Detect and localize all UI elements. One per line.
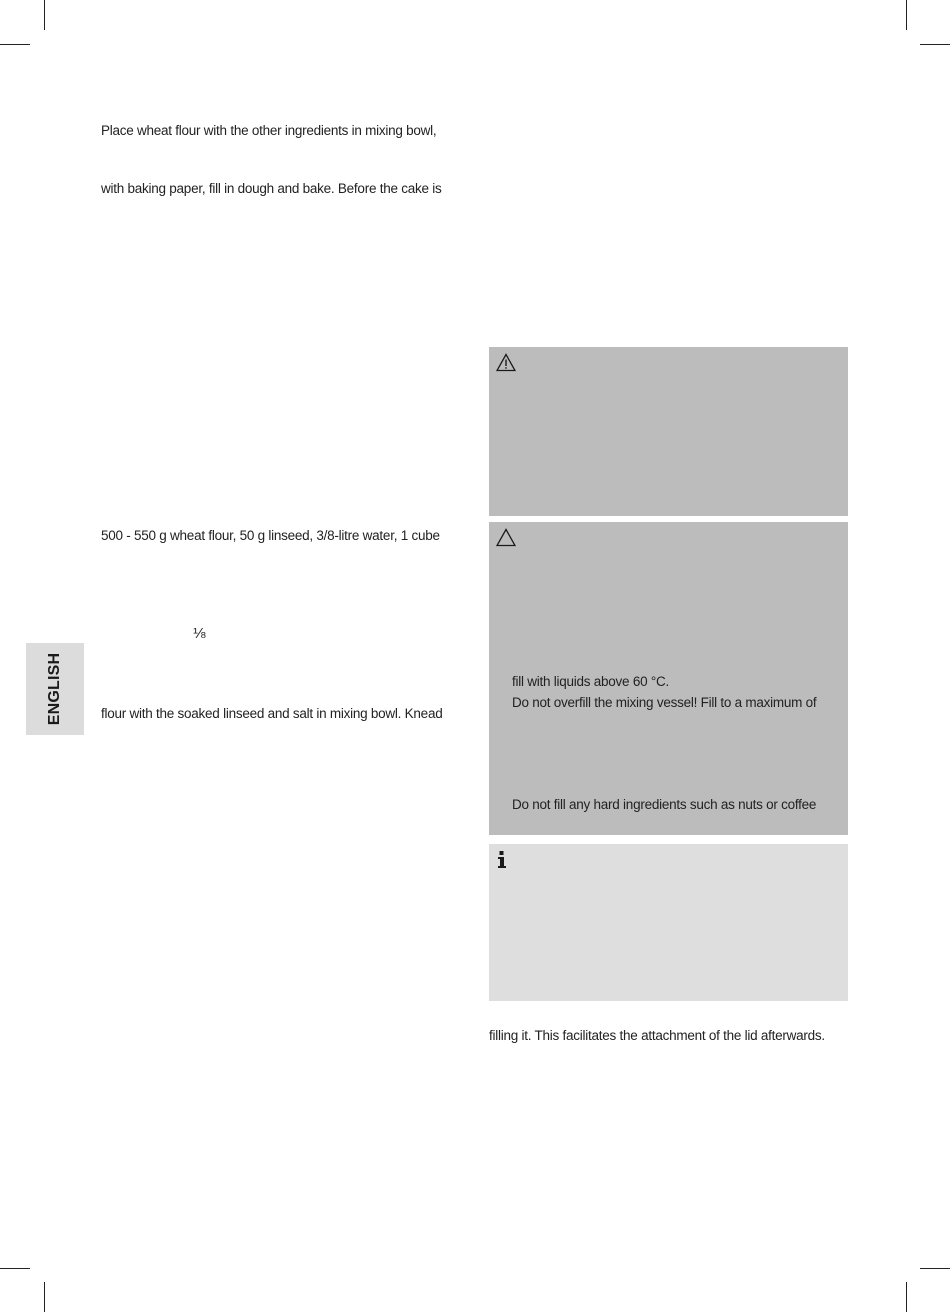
crop-mark-top-left-vertical [44,0,45,30]
caution-text-line: fill with liquids above 60 °C. [512,674,669,689]
crop-mark-bottom-left-horizontal [0,1268,30,1269]
instruction-text-line: filling it. This facilitates the attachment of the lid afterwards. [489,1028,825,1043]
recipe-text-line: Place wheat flour with the other ingredients in mixing bowl, [101,123,437,138]
recipe-text-line: with baking paper, fill in dough and bake. Before the cake is [101,181,442,196]
info-box [489,844,848,1001]
language-tab-label: ENGLISH [46,652,63,726]
fraction-text: ⅛ [193,625,206,642]
crop-mark-top-left-horizontal [0,44,30,45]
crop-mark-top-right-horizontal [920,44,950,45]
crop-mark-bottom-left-vertical [44,1282,45,1312]
crop-mark-bottom-right-vertical [906,1282,907,1312]
caution-box [489,522,848,835]
caution-text-line: Do not overfill the mixing vessel! Fill to a maximum of [512,695,817,710]
warning-box [489,347,848,516]
caution-text-line: Do not fill any hard ingredients such as nuts or coffee [512,797,817,812]
crop-mark-top-right-vertical [906,0,907,30]
caution-triangle-icon [496,528,516,552]
info-icon [496,850,508,875]
language-tab [26,643,84,735]
recipe-text-line: flour with the soaked linseed and salt in mixing bowl. Knead [101,706,443,721]
warning-triangle-icon [496,353,516,377]
ingredients-text-line: 500 - 550 g wheat flour, 50 g linseed, 3/8-litre water, 1 cube [101,528,440,543]
crop-mark-bottom-right-horizontal [920,1268,950,1269]
